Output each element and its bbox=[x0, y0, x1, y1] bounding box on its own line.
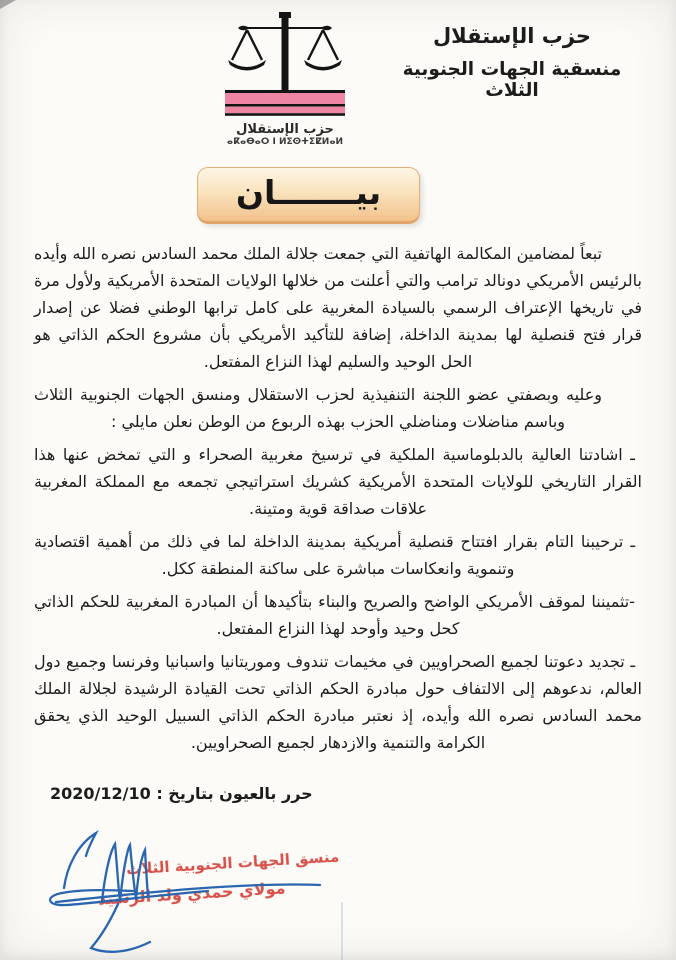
logo-caption-arabic: حزب الإستقلال bbox=[236, 122, 334, 137]
signature-block bbox=[38, 830, 368, 960]
logo-caption-tifinagh: ⴰⴽⴰⴱⴰⵔ ⵏ ⵍⵉⵙⵜⵉⵇⵍⴰⵍ bbox=[226, 137, 344, 147]
header-organization bbox=[382, 24, 642, 101]
statement-title-banner bbox=[197, 167, 420, 224]
scan-corner-artifact bbox=[0, 0, 16, 9]
scales-of-justice-icon bbox=[224, 12, 346, 116]
party-name: حزب الإستقلال bbox=[432, 24, 592, 48]
bullet-call-to-sahrawis: ـ تجديد دعوتنا لجميع الصحراويين في مخيمات تندوف وموريتانيا واسبانيا وفرنسا وجميع دول العالم، ندعوهم إلى الالتفاف حول مبادرة الحكم الذاتي تحت القيادة الرشيدة لجلالة الملك محمد السادس نصره الله وأيده، إذ نعتبر مبادرة الحكم الذاتي السبيل الوحيد الذي يحقق الكرامة والتنمية والازدهار لجميع الصحراويين. bbox=[34, 652, 642, 752]
paragraph-declaration: وعليه وبصفتي عضو اللجنة التنفيذية لحزب الاستقلال ومنسق الجهات الجنوبية الثلاث وباسم مناضلات ومناضلي الحزب بهذه الربوع من الوطن نعلن مايلي : bbox=[34, 385, 602, 431]
bullet-consulate-welcome: ـ ترحيبنا التام بقرار افتتاح قنصلية أمريكية بمدينة الداخلة لما في ذلك من أهمية اقتصادية وتنموية وانعكاسات مباشرة على ساكنة المنطقة ككل. bbox=[34, 532, 635, 578]
party-branch-name: منسقية الجهات الجنوبية الثلاث bbox=[402, 59, 622, 101]
statement-title: بيـــــــان bbox=[235, 173, 382, 212]
handwritten-signature-icon bbox=[38, 830, 368, 960]
red-stamp-title: منسق الجهات الجنوبية الثلاث bbox=[125, 847, 340, 879]
bullet-us-position: -تثميننا لموقف الأمريكي الواضح والصريح والبناء بتأكيدها أن المبادرة المغربية للحكم الذاتي كحل وحيد وأوحد لهذا النزاع المفتعل. bbox=[34, 592, 635, 638]
bullet-royal-diplomacy: ـ اشادتنا العالية بالدبلوماسية الملكية في ترسيخ مغربية الصحراء و التي تمخض عنها هذا القرار التاريخي للولايات المتحدة الأمريكية كشريك استراتيجي تجمعه مع المملكة المغربية علاقات صداقة قوية ومتينة. bbox=[34, 445, 642, 518]
issued-date-line: حرر بالعيون بتاريخ : 2020/12/10 bbox=[50, 784, 313, 803]
party-logo bbox=[224, 12, 346, 147]
paper-crease-line bbox=[341, 902, 343, 960]
red-stamp-name: مولاي حمدي ولد الرشيد bbox=[97, 878, 286, 909]
statement-body bbox=[34, 240, 642, 762]
paragraph-intro: تبعاً لمضامين المكالمة الهاتفية التي جمعت جلالة الملك محمد السادس نصره الله وأيده بالرئيس الأمريكي دونالد ترامب والتي أعلنت من خلالها الولايات المتحدة الأمريكية ولأول مرة في تاريخها الإعتراف الرسمي بالسيادة المغربية على كامل ترابها الوطني فضلا عن إصدار قرار فتح قنصلية لها بمدينة الداخلة، إضافة للتأكيد الأمريكي بأن مشروع الحكم الذاتي هو الحل الوحيد والسليم لهذا النزاع المفتعل. bbox=[34, 244, 642, 371]
